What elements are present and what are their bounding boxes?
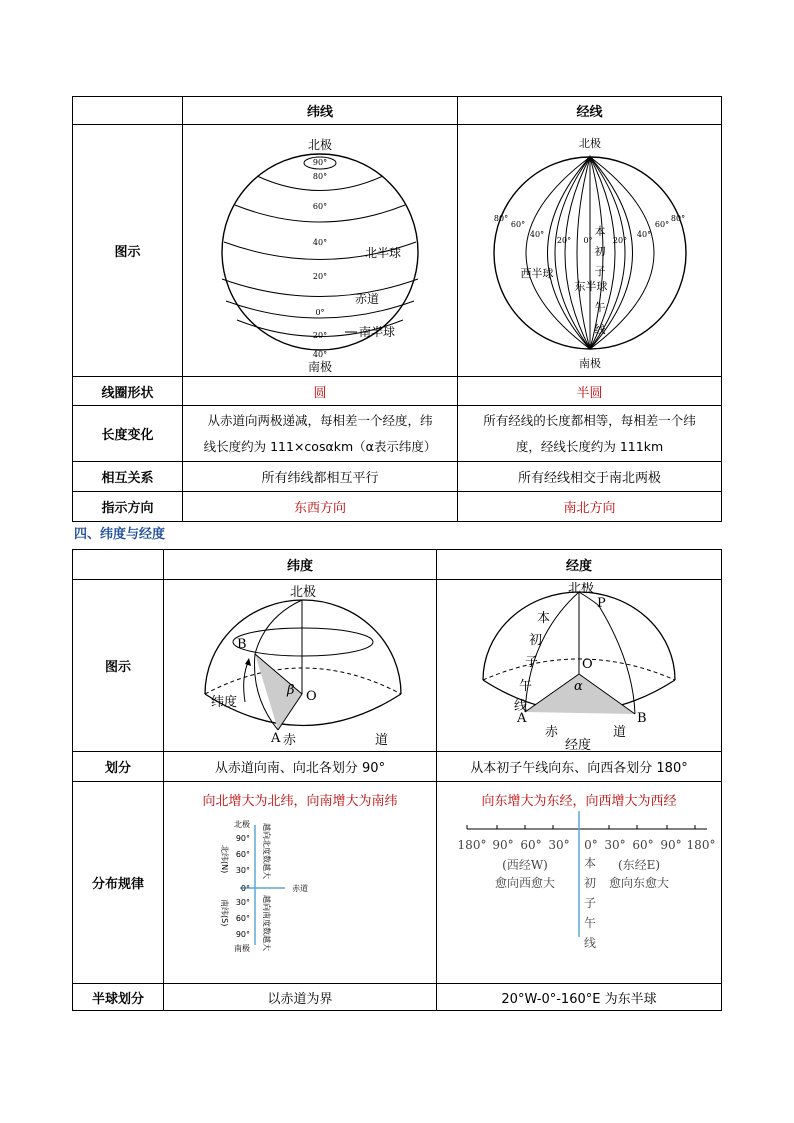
lat-dome-beta: β <box>287 682 295 698</box>
lon-scale-pm-2: 初 <box>583 876 597 890</box>
lat-scale-south-rule: 越向南度数越大 <box>262 895 271 951</box>
degree-table <box>72 549 722 1011</box>
lon-relation: 所有经线相交于南北两极 <box>458 462 722 492</box>
western-hemisphere-label: 西半球 <box>520 266 553 280</box>
lon-scale-w60: 60° <box>520 838 542 852</box>
lat-division: 从赤道向南、向北各划分 90° <box>164 752 437 782</box>
longitude-globe-cell <box>458 125 722 377</box>
lat-scale-zero: 0° <box>240 884 250 893</box>
lon-length-line-1: 所有经线的长度都相等，每相差一个纬 <box>483 412 696 428</box>
prime-meridian-char-5: 线 <box>594 322 605 336</box>
lon-scale-e180: 180° <box>686 838 716 852</box>
lon-label-e20: 20° <box>612 235 627 245</box>
lat-label-80: 80° <box>312 171 328 181</box>
lat-relation: 所有纬线都相互平行 <box>183 462 458 492</box>
latitude-scale-diagram <box>200 815 400 965</box>
longitude-dome-cell <box>437 580 722 752</box>
prime-meridian-char-3: 子 <box>594 264 605 278</box>
lat-scale-s30: 30° <box>235 898 250 907</box>
lon-dome-point-b: B <box>637 710 647 726</box>
lon-pattern-text: 向东增大为东经，向西增大为西经 <box>481 794 677 809</box>
lon-scale-pm-1: 本 <box>583 856 597 870</box>
lon-label-w40: 40° <box>529 229 544 239</box>
lat-label-40: 40° <box>312 237 328 247</box>
lat-south-pole: 南极 <box>307 359 333 374</box>
lon-label-w80: 80° <box>493 213 508 223</box>
lat-scale-s90: 90° <box>235 930 250 939</box>
lon-scale-w30: 30° <box>548 838 570 852</box>
lon-dome-point-o: O <box>582 656 593 672</box>
lon-length-line-2: 度，经线长度约为 111km <box>515 438 664 454</box>
lat-scale-south-pole: 南极 <box>234 944 250 953</box>
grid-table <box>72 96 722 522</box>
lat-length-line-2: 线长度约为 111×cosαkm（α表示纬度） <box>203 438 437 454</box>
lon-scale-e30: 30° <box>604 838 626 852</box>
lon-label-w60: 60° <box>510 219 525 229</box>
northern-hemisphere-label: 北半球 <box>365 245 402 260</box>
lat-shape: 圆 <box>183 377 458 406</box>
latitude-globe-cell <box>183 125 458 377</box>
lon-dome-point-a: A <box>517 710 527 726</box>
lat-hemisphere: 以赤道为界 <box>164 984 437 1011</box>
lat-scale-s60: 60° <box>235 914 250 923</box>
lon-label-e80: 80° <box>670 213 685 223</box>
lat-label-60: 60° <box>312 201 328 211</box>
lon-dome-point-p: P <box>597 595 606 611</box>
row-label-direction: 指示方向 <box>73 492 183 522</box>
lon-scale-e60: 60° <box>632 838 654 852</box>
lon-scale-pm-5: 线 <box>583 936 597 950</box>
lat-length-cell <box>183 406 458 462</box>
lon-pattern-cell <box>437 782 722 984</box>
lat-dome-north-pole: 北极 <box>289 584 317 600</box>
lon-scale-zero: 0° <box>584 838 598 852</box>
lat-dome-point-a: A <box>271 730 281 746</box>
row-label-pattern: 分布规律 <box>73 782 164 984</box>
header-longitude-line: 经线 <box>458 97 722 125</box>
lon-dome-longitude: 经度 <box>565 737 592 750</box>
lat-scale-north-rule: 越向北度数越大 <box>262 823 271 879</box>
lon-scale-pm-3: 子 <box>583 896 597 910</box>
header-latitude: 纬度 <box>164 550 437 580</box>
lat-scale-n30: 30° <box>235 866 250 875</box>
lon-hemisphere: 20°W-0°-160°E 为东半球 <box>437 984 722 1011</box>
lat-label-0: 0° <box>315 307 325 317</box>
empty-header <box>73 550 164 580</box>
longitude-dome-diagram <box>439 582 719 750</box>
lon-north-pole: 北极 <box>578 136 601 150</box>
row-label-length: 长度变化 <box>73 406 183 462</box>
lat-scale-south-lat: 南纬(S) <box>220 899 229 927</box>
lat-pattern-cell <box>164 782 437 984</box>
lon-dome-pm-4: 午 <box>519 678 533 694</box>
lon-scale-east-rule: 愈向东愈大 <box>608 876 670 890</box>
row-label-hemisphere: 半球划分 <box>73 984 164 1011</box>
lat-label-90: 90° <box>312 157 328 167</box>
lat-scale-north-pole: 北极 <box>234 820 250 829</box>
lon-south-pole: 南极 <box>578 356 601 370</box>
lat-scale-n90: 90° <box>235 834 250 843</box>
lon-label-0: 0° <box>582 235 593 245</box>
lat-scale-north-lat: 北纬(N) <box>220 845 229 874</box>
lat-label-s20: 20° <box>312 330 328 340</box>
lon-pole-plus: + <box>585 153 594 164</box>
header-latitude-line: 纬线 <box>183 97 458 125</box>
lat-dome-chi: 赤 <box>283 732 297 748</box>
prime-meridian-char-1: 本 <box>594 224 605 238</box>
row-label-division: 划分 <box>73 752 164 782</box>
lat-dome-point-o: O <box>306 688 317 704</box>
row-label-diagram: 图示 <box>73 580 164 752</box>
lon-dome-dao: 道 <box>613 724 627 740</box>
lon-dome-pm-5: 线 <box>514 698 528 714</box>
lat-label-20: 20° <box>312 271 328 281</box>
lon-dome-chi: 赤 <box>545 724 559 740</box>
lon-scale-w90: 90° <box>492 838 514 852</box>
section-title: 四、纬度与经度 <box>74 527 166 542</box>
latitude-globe-diagram <box>185 127 455 375</box>
lon-scale-pm-4: 午 <box>583 916 597 930</box>
latitude-dome-cell <box>164 580 437 752</box>
row-label-relation: 相互关系 <box>73 462 183 492</box>
lon-label-e60: 60° <box>654 219 669 229</box>
lon-dome-pm-3: 子 <box>525 654 539 670</box>
prime-meridian-char-4: 午 <box>594 300 605 314</box>
longitude-scale-diagram <box>439 811 719 961</box>
lon-dome-north-pole: 北极 <box>567 581 595 596</box>
lon-scale-e90: 90° <box>660 838 682 852</box>
lon-direction: 南北方向 <box>458 492 722 522</box>
lat-north-pole: 北极 <box>307 137 333 152</box>
lat-label-s40: 40° <box>312 349 328 359</box>
lon-scale-west-rule: 愈向西愈大 <box>494 876 556 890</box>
lat-scale-equator: 赤道 <box>292 884 308 893</box>
prime-meridian-char-2: 初 <box>594 244 605 258</box>
lon-length-cell <box>458 406 722 462</box>
lon-shape: 半圆 <box>458 377 722 406</box>
lon-scale-w180: 180° <box>457 838 487 852</box>
lat-scale-n60: 60° <box>235 850 250 859</box>
lon-dome-pm-2: 初 <box>529 632 543 648</box>
row-label-diagram: 图示 <box>73 125 183 377</box>
header-longitude: 经度 <box>437 550 722 580</box>
lon-division: 从本初子午线向东、向西各划分 180° <box>437 752 722 782</box>
lat-dome-point-b: B <box>237 636 247 652</box>
eastern-hemisphere-label: 东半球 <box>574 279 607 293</box>
lon-dome-pm-1: 本 <box>537 610 551 626</box>
empty-header <box>73 97 183 125</box>
lat-dome-latitude: 纬度 <box>211 694 238 710</box>
lat-direction: 东西方向 <box>183 492 458 522</box>
lon-scale-west-lon: (西经W) <box>502 858 548 872</box>
lon-dome-alpha: α <box>574 678 583 694</box>
lon-label-w20: 20° <box>556 235 571 245</box>
equator-label: 赤道 <box>355 291 380 306</box>
lon-label-e40: 40° <box>636 229 651 239</box>
lat-length-line-1: 从赤道向两极递减，每相差一个经度，纬 <box>207 412 433 428</box>
lon-scale-east-lon: (东经E) <box>617 858 661 872</box>
row-label-shape: 线圈形状 <box>73 377 183 406</box>
longitude-globe-diagram <box>460 127 720 375</box>
lat-pattern-text: 向北增大为北纬，向南增大为南纬 <box>202 794 398 809</box>
southern-hemisphere-label: 南半球 <box>359 324 396 339</box>
latitude-dome-diagram <box>165 582 435 750</box>
lat-dome-dao: 道 <box>375 732 389 748</box>
